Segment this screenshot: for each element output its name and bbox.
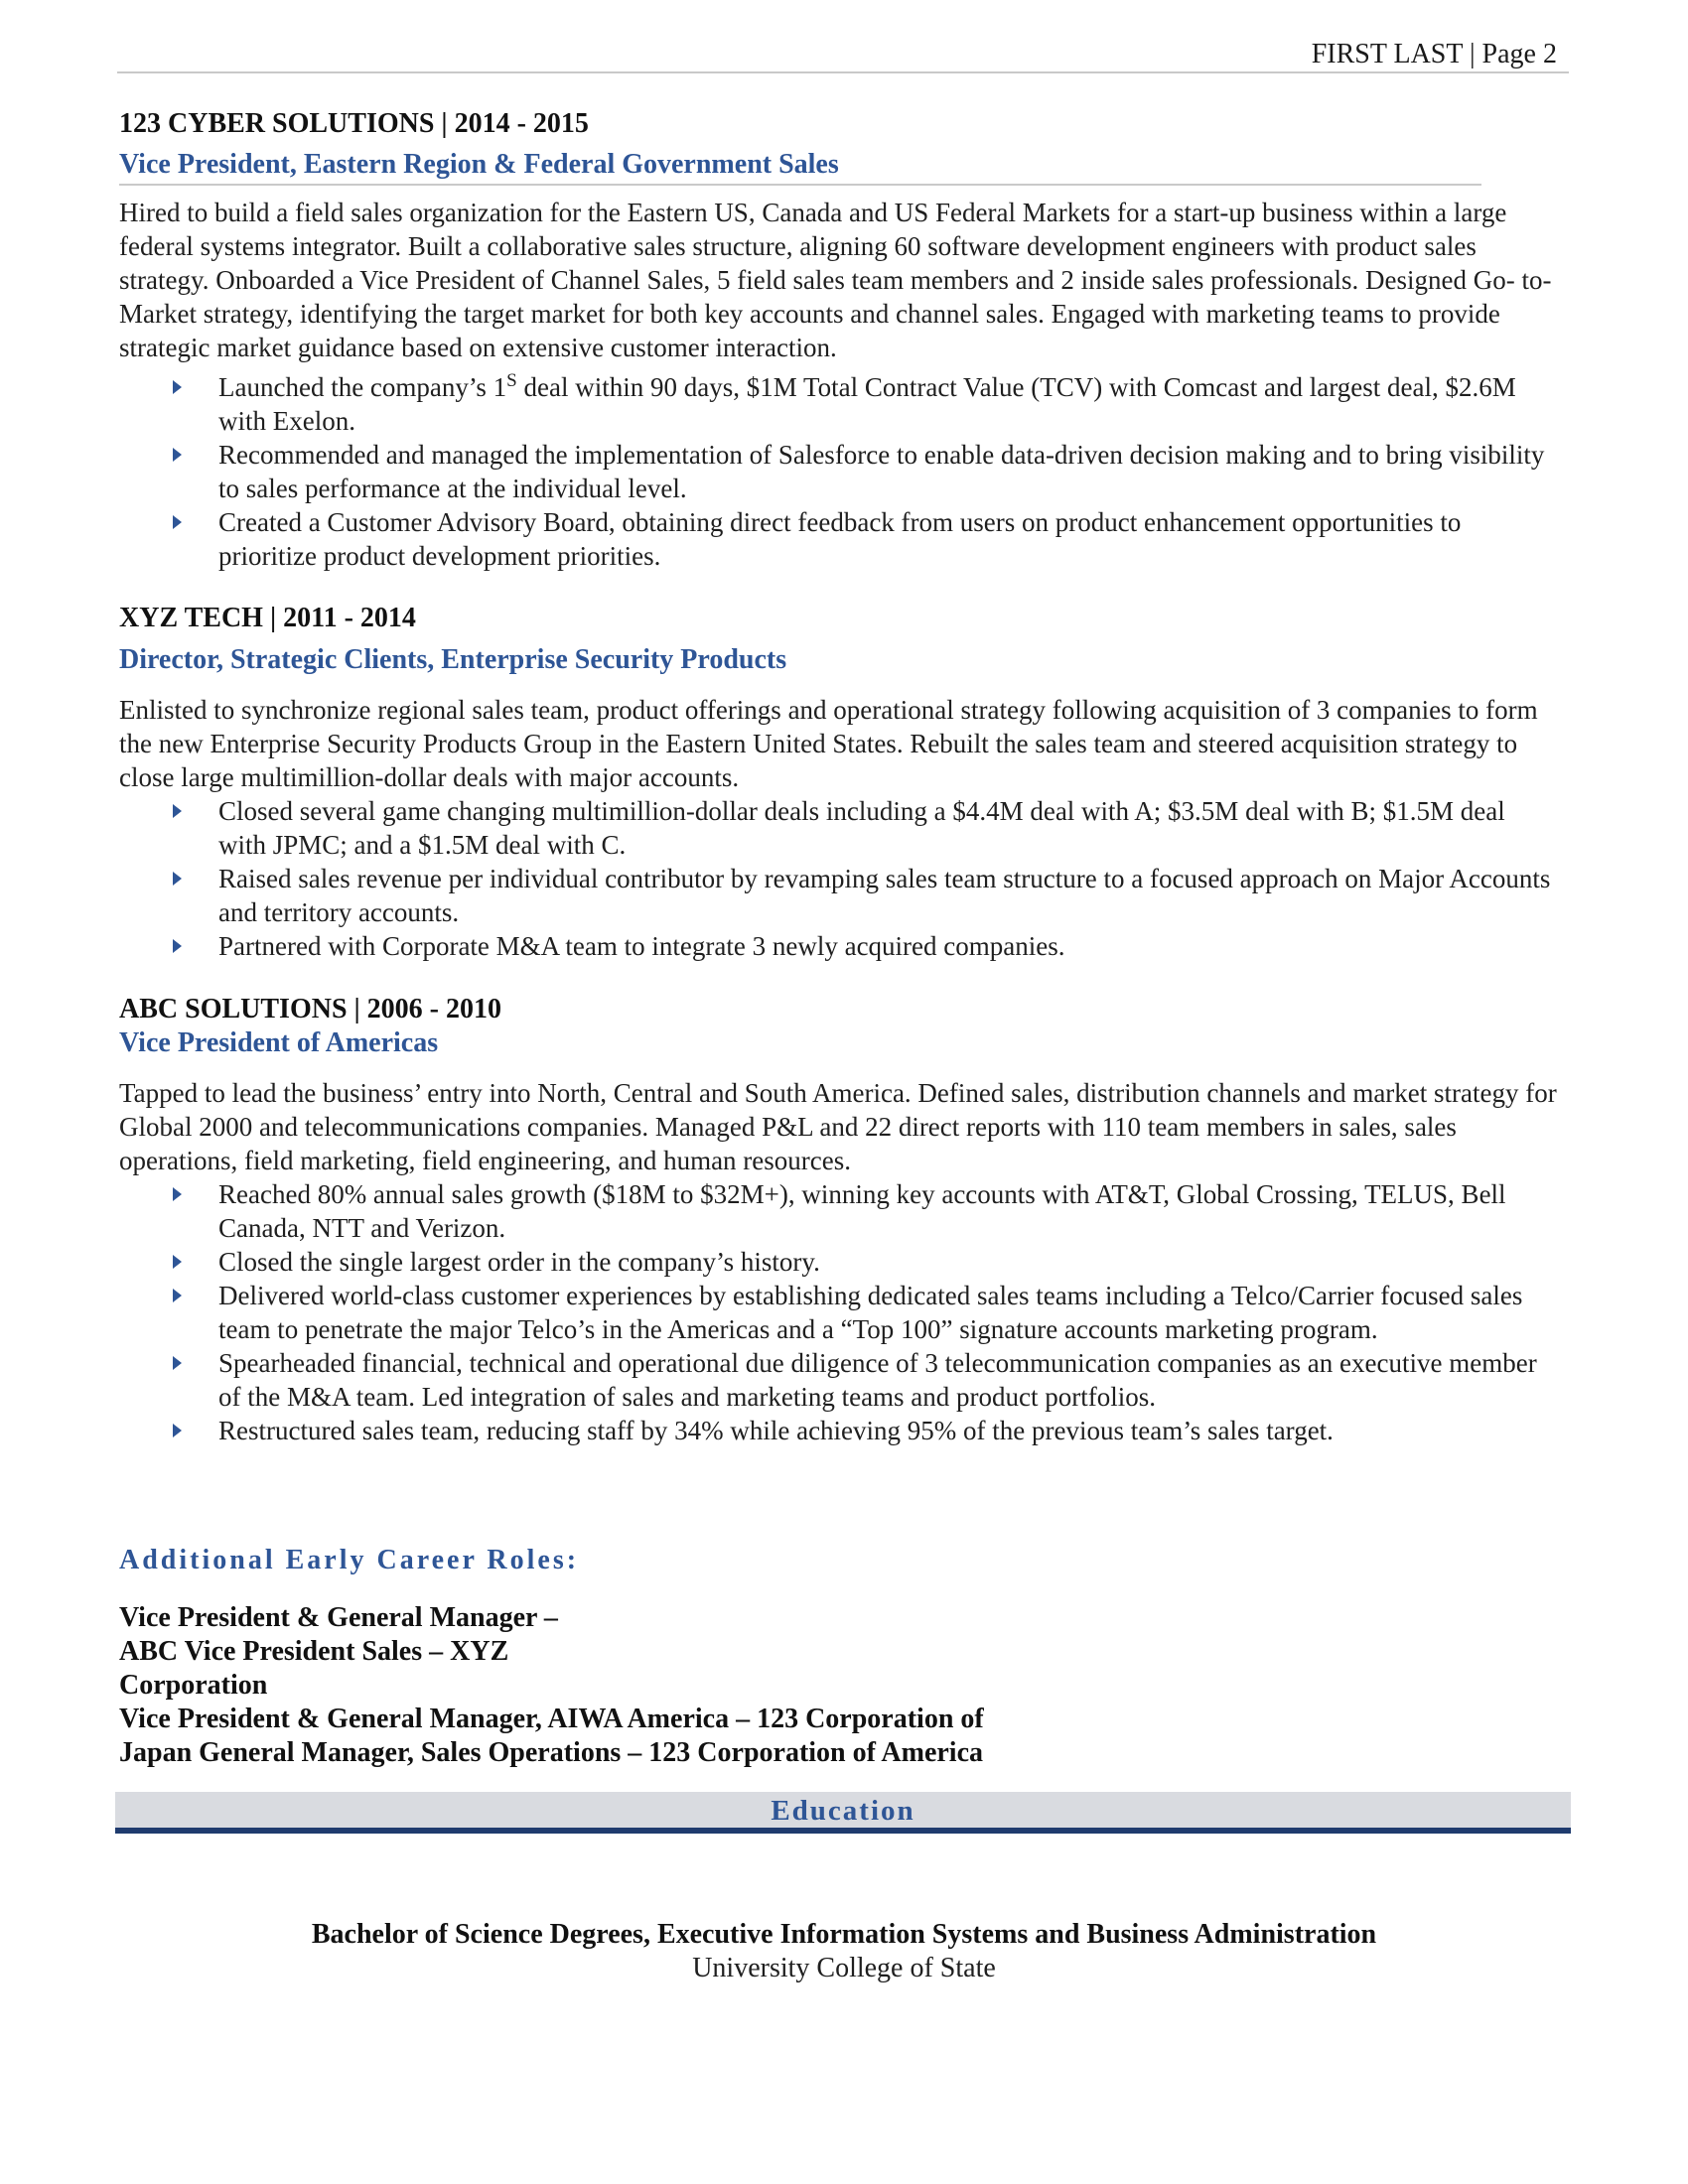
- achievement-list: [119, 370, 1569, 573]
- achievement-item: [119, 370, 1569, 438]
- achievement-list: [119, 794, 1569, 963]
- achievement-item: [119, 794, 1569, 862]
- triangle-bullet-icon: [167, 1245, 187, 1279]
- achievement-item: [119, 1245, 1569, 1279]
- triangle-bullet-icon: [167, 929, 187, 963]
- title-divider: [119, 184, 1481, 186]
- achievement-text: Closed several game changing multimillion-dollar deals including a $4.4M deal with A; $3.5M deal with B; $1.5M deal with JPMC; and a $1.5M deal with C.: [218, 796, 1505, 860]
- triangle-bullet-icon: [167, 862, 187, 895]
- job-description: Enlisted to synchronize regional sales team, product offerings and operational strategy following acquisition of 3 companies to form the new Enterprise Security Products Group in the Eastern United States. Rebuilt the sales team and steered acquisition strategy to close large multimillion-dollar deals with major accounts.: [119, 695, 1538, 792]
- triangle-bullet-icon: [167, 1279, 187, 1312]
- early-role-line: Corporation: [119, 1670, 268, 1701]
- additional-roles-heading: Additional Early Career Roles:: [119, 1545, 580, 1575]
- early-role-line: ABC Vice President Sales – XYZ: [119, 1636, 509, 1667]
- company-heading: 123 CYBER SOLUTIONS | 2014 - 2015: [119, 108, 589, 139]
- early-role-line: Japan General Manager, Sales Operations – 123 Corporation of America: [119, 1737, 984, 1768]
- achievement-item: [119, 1279, 1569, 1346]
- early-roles-list: [119, 1601, 1053, 1770]
- job-title: Vice President, Eastern Region & Federal Government Sales: [119, 149, 839, 180]
- company-heading: ABC SOLUTIONS | 2006 - 2010: [119, 994, 501, 1024]
- achievement-item: [119, 929, 1569, 963]
- achievement-text-start: Launched the company’s 1: [218, 372, 507, 402]
- triangle-bullet-icon: [167, 370, 187, 404]
- achievement-text: Restructured sales team, reducing staff by 34% while achieving 95% of the previous team’s sales target.: [218, 1416, 1334, 1445]
- superscript-text: S: [506, 370, 517, 391]
- achievement-item: [119, 1177, 1569, 1245]
- achievement-list: [119, 1177, 1569, 1447]
- achievement-text: Closed the single largest order in the company’s history.: [218, 1247, 820, 1277]
- job-description: Tapped to lead the business’ entry into North, Central and South America. Defined sales, distribution channels and market strategy for Global 2000 and telecommunications companies. Managed P&L and 22 direct reports with 110 team members in sales, sales operations, field marketing, field engineering, and human resources.: [119, 1078, 1557, 1175]
- header-divider: [117, 71, 1569, 73]
- triangle-bullet-icon: [167, 505, 187, 539]
- achievement-item: [119, 1414, 1569, 1447]
- degree-text: Bachelor of Science Degrees, Executive Information Systems and Business Administration: [311, 1919, 1377, 1950]
- triangle-bullet-icon: [167, 438, 187, 472]
- early-role-line: Vice President & General Manager, AIWA America – 123 Corporation of: [119, 1704, 984, 1734]
- triangle-bullet-icon: [167, 1177, 187, 1211]
- achievement-item: [119, 505, 1569, 573]
- triangle-bullet-icon: [167, 794, 187, 828]
- achievement-text: Created a Customer Advisory Board, obtaining direct feedback from users on product enhancement opportunities to prioritize product development priorities.: [218, 507, 1462, 571]
- job-entry: [119, 107, 1569, 573]
- education-underline-bar: [115, 1828, 1571, 1834]
- achievement-text: Spearheaded financial, technical and operational due diligence of 3 telecommunication companies as an executive member of the M&A team. Led integration of sales and marketing teams and product portfolios.: [218, 1348, 1537, 1412]
- education-heading: Education: [771, 1795, 915, 1827]
- company-heading: XYZ TECH | 2011 - 2014: [119, 603, 416, 633]
- achievement-item: [119, 438, 1569, 505]
- job-description: Hired to build a field sales organization for the Eastern US, Canada and US Federal Markets for a start-up business within a large federal systems integrator. Built a collaborative sales structure, aligning 60 software development engineers with product sales strategy. Onboarded a Vice President of Channel Sales, 5 field sales team members and 2 inside sales professionals. Designed Go- to-Market strategy, identifying the target market for both key accounts and channel sales. Engaged with marketing teams to provide strategic market guidance based on extensive customer interaction.: [119, 198, 1552, 362]
- early-role-line: Vice President & General Manager –: [119, 1602, 558, 1633]
- job-title: Director, Strategic Clients, Enterprise Security Products: [119, 644, 787, 675]
- experience-section: [119, 107, 1569, 1447]
- page-header: FIRST LAST | Page 2: [1311, 39, 1557, 69]
- achievement-text: Partnered with Corporate M&A team to integrate 3 newly acquired companies.: [218, 931, 1065, 961]
- achievement-text-end: deal within 90 days, $1M Total Contract Value (TCV) with Comcast and largest deal, $2.6M with Exelon.: [218, 372, 1516, 436]
- school-name: University College of State: [692, 1953, 996, 1983]
- achievement-text: Delivered world-class customer experiences by establishing dedicated sales teams including a Telco/Carrier focused sales team to penetrate the major Telco’s in the Americas and a “Top 100” signature accounts marketing program.: [218, 1281, 1523, 1344]
- achievement-text: Reached 80% annual sales growth ($18M to $32M+), winning key accounts with AT&T, Global Crossing, TELUS, Bell Canada, NTT and Verizon.: [218, 1179, 1506, 1243]
- achievement-item: [119, 862, 1569, 929]
- achievement-item: [119, 1346, 1569, 1414]
- job-title: Vice President of Americas: [119, 1027, 439, 1058]
- job-entry: [119, 602, 1569, 963]
- triangle-bullet-icon: [167, 1346, 187, 1380]
- achievement-text: Raised sales revenue per individual contributor by revamping sales team structure to a focused approach on Major Accounts and territory accounts.: [218, 864, 1551, 927]
- achievement-text: Recommended and managed the implementation of Salesforce to enable data-driven decision making and to bring visibility to sales performance at the individual level.: [218, 440, 1545, 503]
- job-entry: [119, 993, 1569, 1447]
- triangle-bullet-icon: [167, 1414, 187, 1447]
